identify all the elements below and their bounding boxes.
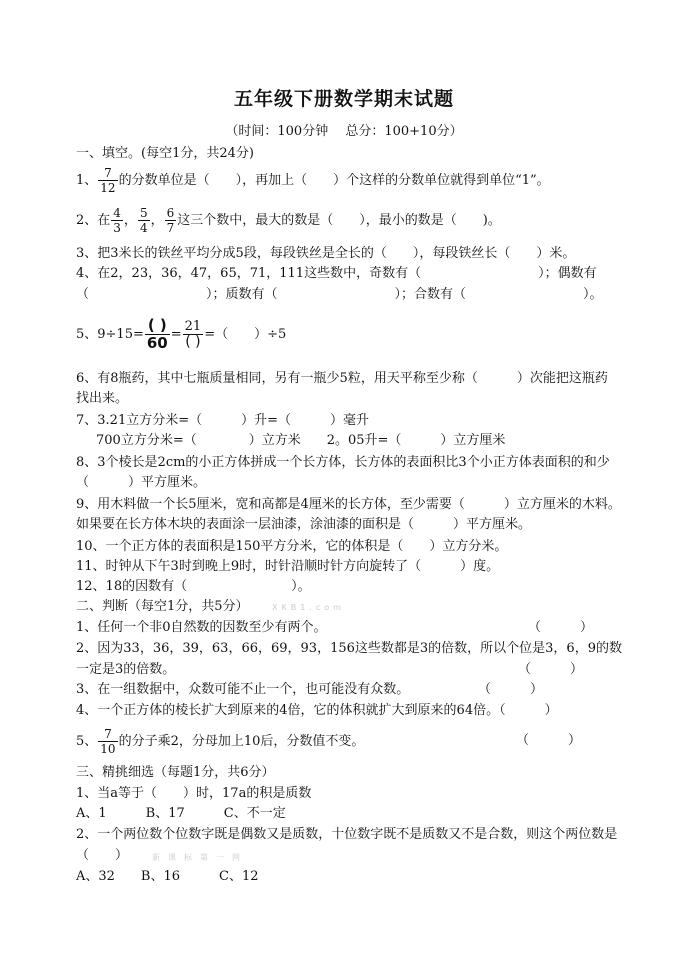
judgement-2-line1: 2、因为33，36，39，63，66，69，93，156这些数都是3的倍数，所以个位是3，6，9的数 bbox=[76, 641, 622, 656]
question-12: 12、18的因数有（ ）。 bbox=[76, 579, 311, 594]
question-3: 3、把3米长的铁丝平均分成5段，每段铁丝是全长的（ ），每段铁丝长（ ）米。 bbox=[76, 246, 576, 261]
fraction-numerator: ( ) bbox=[145, 317, 170, 335]
question-7-line2: 700立方分米=（ ）立方米 2。05升=（ ）立方厘米 bbox=[96, 433, 506, 448]
fraction-7-10 bbox=[98, 727, 117, 756]
question-2-prefix: 2、在 bbox=[76, 213, 111, 228]
question-5-prefix: 5、9÷15= bbox=[76, 327, 144, 342]
choice-1-options: A、1 B、17 C、不一定 bbox=[76, 806, 286, 821]
fraction-numerator: 7 bbox=[98, 166, 117, 181]
judgement-2-line2: 一定是3的倍数。 bbox=[76, 662, 176, 677]
judgement-1: 1、任何一个非0自然数的因数至少有两个。 bbox=[76, 620, 327, 635]
question-6-line2: 找出来。 bbox=[76, 391, 129, 406]
exam-subtitle: （时间：100分钟 总分：100+10分） bbox=[225, 124, 463, 139]
section2-heading: 二、判断（每空1分，共5分） bbox=[76, 599, 249, 614]
question-9-line2: 如果要在长方体木块的表面涂一层油漆，涂油漆的面积是（ ）平方厘米。 bbox=[76, 517, 532, 532]
fraction-denominator: 4 bbox=[139, 221, 148, 235]
choice-2-line2: （ ） bbox=[76, 848, 129, 863]
fraction-4-3 bbox=[111, 206, 123, 235]
question-6-line1: 6、有8瓶药，其中七瓶质量相同，另有一瓶少5粒，用天平称至少称（ ）次能把这瓶药 bbox=[76, 371, 608, 386]
fraction-21-blank bbox=[183, 319, 204, 350]
fraction-denominator: 12 bbox=[100, 181, 116, 195]
fraction-denominator: 3 bbox=[113, 221, 121, 235]
judgement-1-answer-box: （ ） bbox=[528, 620, 594, 635]
watermark-text: XKB1.com bbox=[272, 603, 345, 612]
fraction-7-12 bbox=[98, 166, 117, 195]
choice-2-line1: 2、一个两位数个位数字既是偶数又是质数，十位数字既不是质数又不是合数，则这个两位数是 bbox=[76, 827, 618, 842]
question-4-line1: 4、在2，23，36，47，65，71，111这些数中，奇数有（ ）；偶数有 bbox=[76, 266, 597, 281]
judgement-3: 3、在一组数据中，众数可能不止一个，也可能没有众数。 bbox=[76, 682, 410, 697]
fraction-blank-60 bbox=[145, 317, 170, 352]
question-1-number: 1、 bbox=[76, 173, 98, 188]
question-5 bbox=[76, 317, 286, 352]
question-9-line1: 9、用木料做一个长5厘米，宽和高都是4厘米的长方体，至少需要（ ）立方厘米的木料。 bbox=[76, 497, 621, 512]
question-10: 10、一个正方体的表面积是150平方分米，它的体积是（ ）立方分米。 bbox=[76, 539, 508, 554]
question-8-line1: 8、3个棱长是2cm的小正方体拼成一个长方体，长方体的表面积比3个小正方体表面积的和少 bbox=[76, 455, 610, 470]
fraction-6-7 bbox=[165, 206, 177, 235]
fraction-5-4 bbox=[138, 206, 150, 235]
separator: ， bbox=[123, 213, 137, 228]
exam-title: 五年级下册数学期末试题 bbox=[233, 88, 454, 110]
judgement-5-text: 的分子乘2，分母加上10后，分数值不变。 bbox=[118, 734, 365, 749]
question-1 bbox=[76, 166, 550, 195]
question-7-line1: 7、3.21立方分米=（ ）升=（ ）毫升 bbox=[76, 413, 370, 428]
judgement-5 bbox=[76, 727, 364, 756]
watermark-text: 新课标第一网 bbox=[152, 853, 248, 862]
choice-1: 1、当a等于（ ）时，17a的积是质数 bbox=[76, 786, 312, 801]
fraction-numerator: 4 bbox=[113, 206, 121, 220]
section1-heading: 一、填空。(每空1分，共24分) bbox=[76, 146, 254, 161]
separator: ， bbox=[150, 213, 164, 228]
fraction-denominator: 10 bbox=[100, 742, 116, 756]
question-5-text: =（ ）÷5 bbox=[204, 327, 287, 342]
fraction-numerator: 7 bbox=[98, 727, 117, 742]
equals-sign: = bbox=[170, 327, 182, 342]
fraction-denominator: 60 bbox=[146, 334, 168, 352]
judgement-5-number: 5、 bbox=[76, 734, 98, 749]
question-2-text: 这三个数中，最大的数是（ ），最小的数是（ )。 bbox=[177, 213, 501, 228]
section3-heading: 三、精挑细选（每题1分，共6分） bbox=[76, 765, 275, 780]
fraction-denominator: ( ) bbox=[185, 334, 201, 350]
judgement-2-answer-box: （ ） bbox=[518, 662, 584, 677]
judgement-4: 4、一个正方体的棱长扩大到原来的4倍，它的体积就扩大到原来的64倍。（ ） bbox=[76, 703, 558, 718]
question-8-line2: （ ）平方厘米。 bbox=[76, 475, 207, 490]
question-11: 11、时钟从下午3时到晚上9时，时针沿顺时针方向旋转了（ ）度。 bbox=[76, 559, 500, 574]
choice-2-options: A、32 B、16 C、12 bbox=[76, 869, 259, 884]
judgement-3-answer-box: （ ） bbox=[478, 682, 544, 697]
question-2 bbox=[76, 206, 501, 235]
fraction-numerator: 6 bbox=[166, 206, 175, 220]
judgement-5-answer-box: （ ） bbox=[516, 733, 582, 748]
question-1-text: 的分数单位是（ ），再加上（ ）个这样的分数单位就得到单位“1”。 bbox=[118, 173, 550, 188]
fraction-numerator: 5 bbox=[139, 206, 148, 220]
fraction-denominator: 7 bbox=[166, 221, 175, 235]
fraction-numerator: 21 bbox=[184, 319, 202, 334]
question-4-line2: （ ）；质数有（ ）；合数有（ ）。 bbox=[76, 287, 603, 302]
